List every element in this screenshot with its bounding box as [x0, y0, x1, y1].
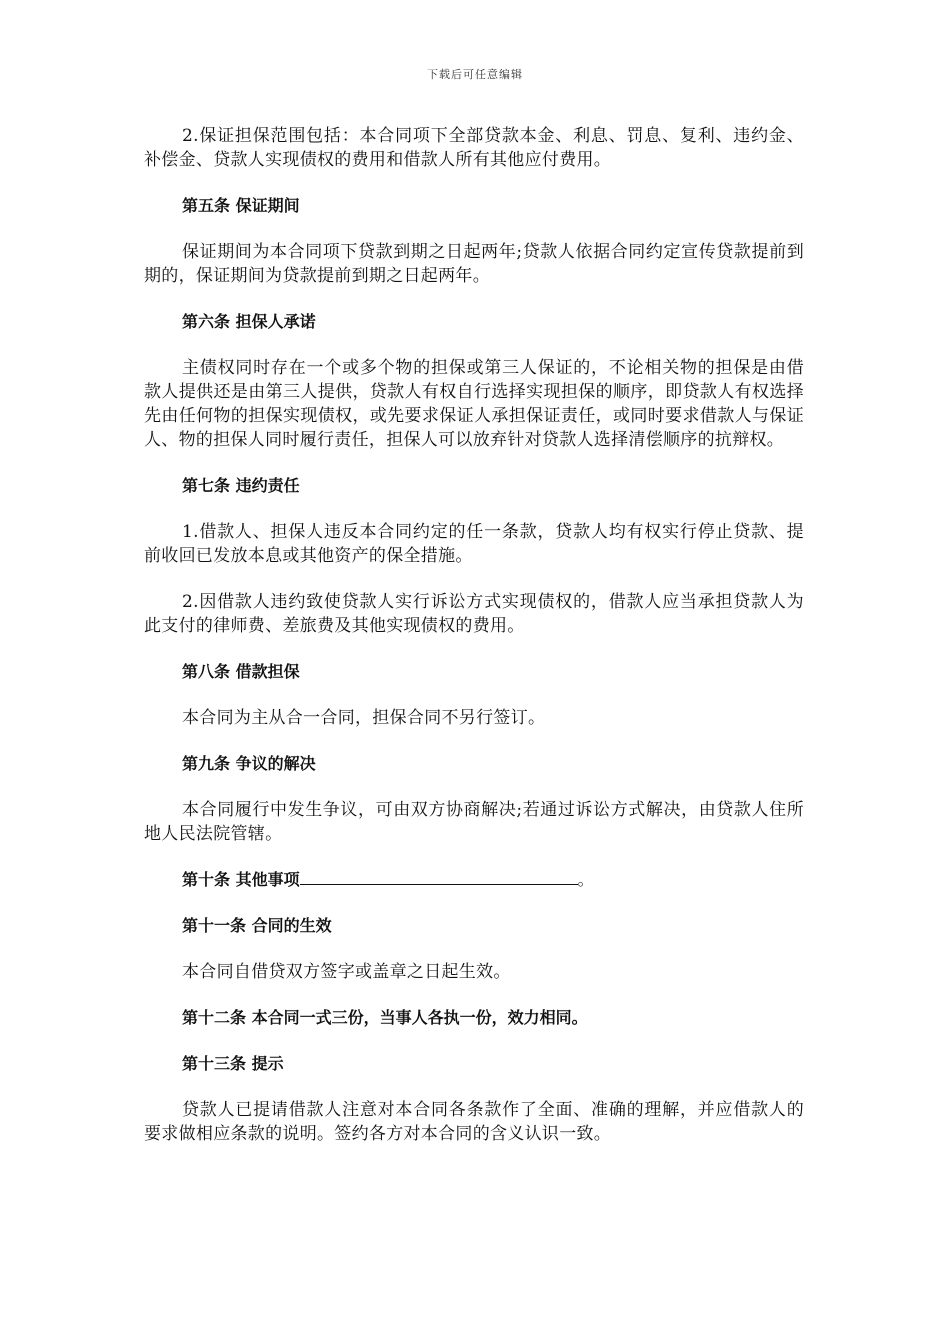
- article-10-title: 第十条 其他事项: [182, 870, 300, 889]
- article-8-heading: 第八条 借款担保: [182, 662, 300, 681]
- article-6-paragraph: 主债权同时存在一个或多个物的担保或第三人保证的，不论相关物的担保是由借款人提供还是由第三人提供，贷款人有权自行选择实现担保的顺序，即贷款人有权选择先由任何物的担保实现债权，或先要求保证人承担保证责任，或同时要求借款人与保证人、物的担保人同时履行责任，担保人可以放弃针对贷款人选择清偿顺序的抗辩权。: [144, 358, 804, 450]
- article-7-clause-2: 2.因借款人违约致使贷款人实行诉讼方式实现债权的，借款人应当承担贷款人为此支付的律师费、差旅费及其他实现债权的费用。: [144, 592, 804, 636]
- article-10-period: 。: [577, 870, 594, 889]
- article-12-heading: 第十二条 本合同一式三份，当事人各执一份，效力相同。: [182, 1008, 588, 1027]
- article-8-paragraph: 本合同为主从合一合同，担保合同不另行签订。: [182, 708, 546, 728]
- article-13-paragraph: 贷款人已提请借款人注意对本合同各条款作了全面、准确的理解，并应借款人的要求做相应条款的说明。签约各方对本合同的含义认识一致。: [144, 1100, 804, 1144]
- article-9-paragraph: 本合同履行中发生争议，可由双方协商解决;若通过诉讼方式解决，由贷款人住所地人民法院管辖。: [144, 800, 804, 844]
- article-7-heading: 第七条 违约责任: [182, 476, 300, 495]
- other-matters-blank-line[interactable]: [300, 868, 578, 885]
- article-5-heading: 第五条 保证期间: [182, 196, 300, 215]
- article-6-heading: 第六条 担保人承诺: [182, 312, 316, 331]
- guarantee-scope-paragraph: 2.保证担保范围包括：本合同项下全部贷款本金、利息、罚息、复利、违约金、补偿金、贷款人实现债权的费用和借款人所有其他应付费用。: [144, 126, 804, 170]
- article-11-heading: 第十一条 合同的生效: [182, 916, 332, 935]
- article-13-heading: 第十三条 提示: [182, 1054, 284, 1073]
- article-5-paragraph: 保证期间为本合同项下贷款到期之日起两年;贷款人依据合同约定宣传贷款提前到期的，保证期间为贷款提前到期之日起两年。: [144, 242, 804, 286]
- article-9-heading: 第九条 争议的解决: [182, 754, 316, 773]
- article-10-heading: [144, 868, 804, 892]
- article-7-clause-1: 1.借款人、担保人违反本合同约定的任一条款，贷款人均有权实行停止贷款、提前收回已发放本息或其他资产的保全措施。: [144, 522, 804, 566]
- document-body: [144, 124, 804, 1168]
- page-header: 下载后可任意编辑: [427, 68, 523, 81]
- article-11-paragraph: 本合同自借贷双方签字或盖章之日起生效。: [182, 962, 511, 982]
